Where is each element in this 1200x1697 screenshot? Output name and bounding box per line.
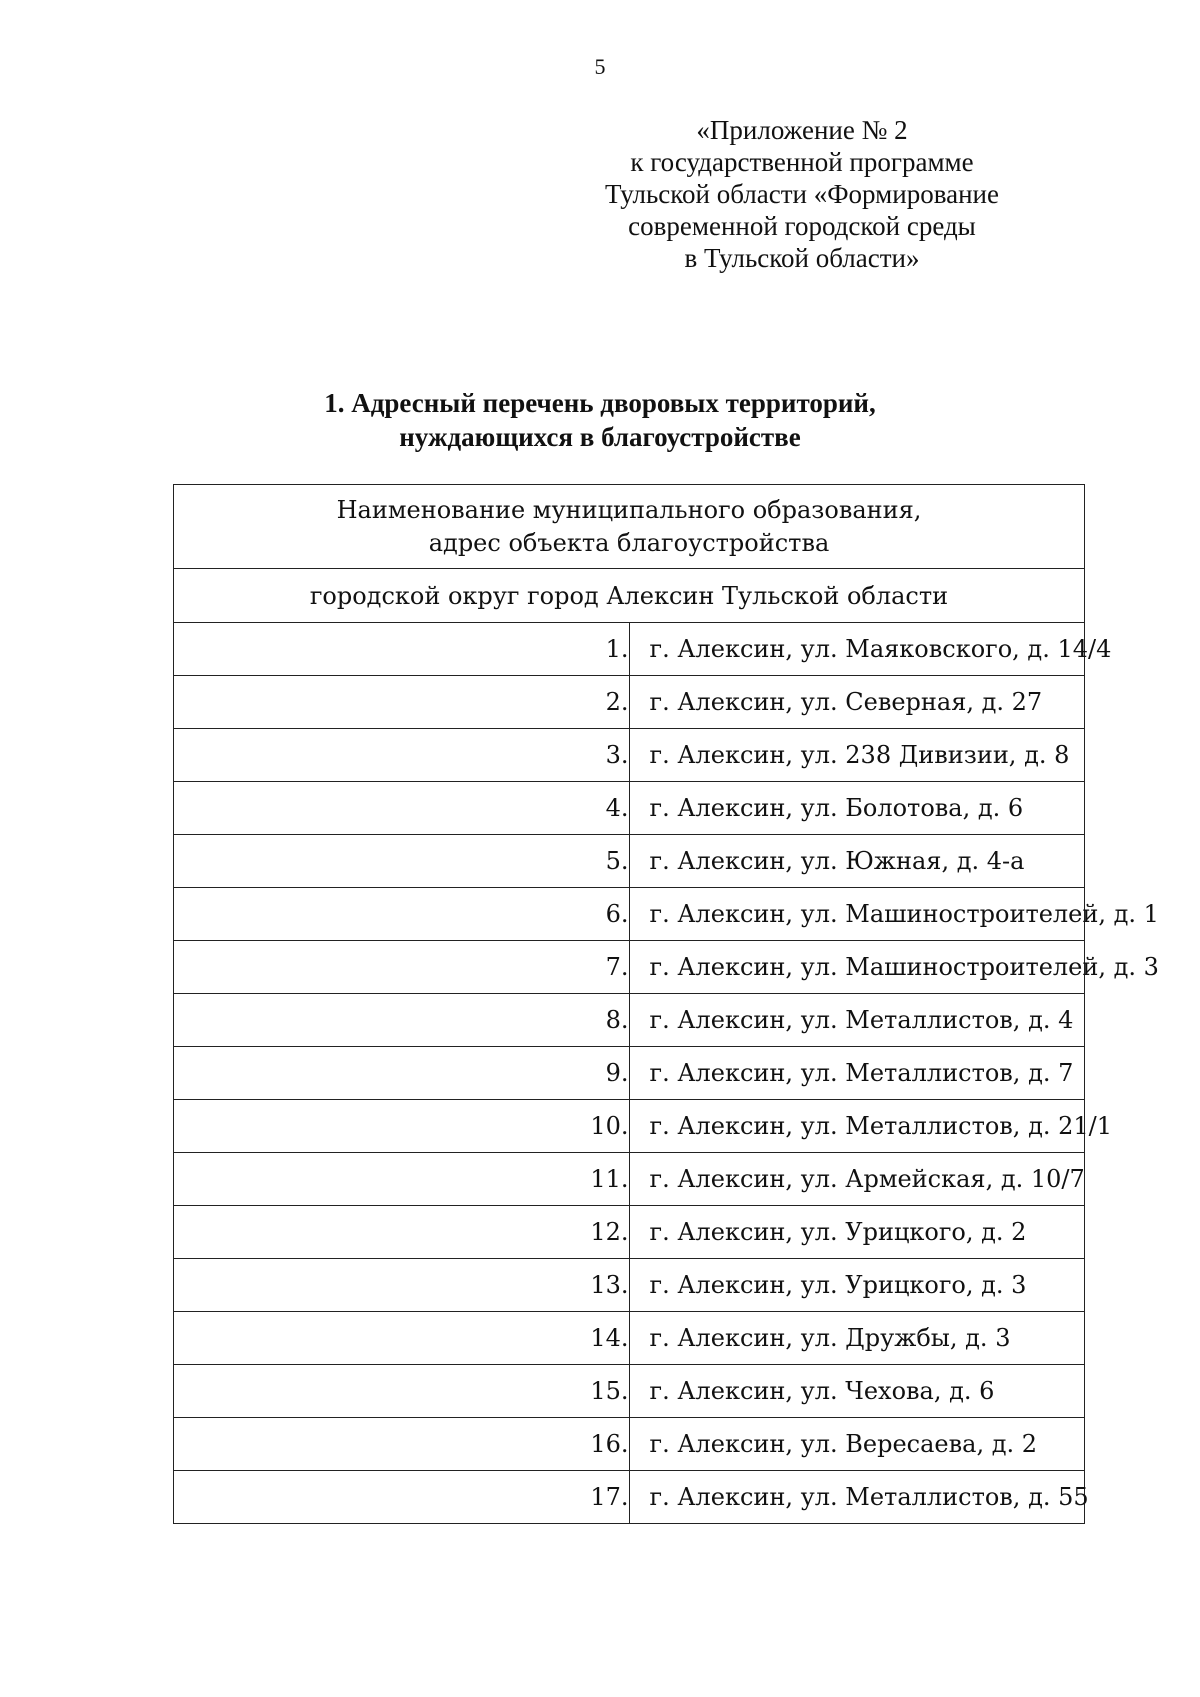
table-row bbox=[174, 994, 1085, 1047]
row-address: г. Алексин, ул. Армейская, д. 10/7 bbox=[629, 1153, 1085, 1206]
row-number: 16. bbox=[590, 1430, 629, 1458]
row-address: г. Алексин, ул. Маяковского, д. 14/4 bbox=[629, 623, 1085, 676]
row-address: г. Алексин, ул. Урицкого, д. 3 bbox=[629, 1259, 1085, 1312]
row-address: г. Алексин, ул. Машиностроителей, д. 1 bbox=[629, 888, 1085, 941]
row-number-cell bbox=[174, 1365, 630, 1418]
row-number: 11. bbox=[590, 1165, 629, 1193]
row-address: г. Алексин, ул. Северная, д. 27 bbox=[629, 676, 1085, 729]
address-table bbox=[173, 484, 1159, 1524]
table-row bbox=[174, 941, 1085, 994]
row-number-cell bbox=[174, 729, 630, 782]
row-number: 9. bbox=[605, 1059, 629, 1087]
row-number: 13. bbox=[590, 1271, 629, 1299]
table-row bbox=[174, 1471, 1085, 1524]
row-number: 12. bbox=[590, 1218, 629, 1246]
row-address: г. Алексин, ул. Дружбы, д. 3 bbox=[629, 1312, 1085, 1365]
row-number: 5. bbox=[605, 847, 629, 875]
appendix-caption bbox=[592, 114, 1012, 274]
row-address: г. Алексин, ул. Металлистов, д. 55 bbox=[629, 1471, 1085, 1524]
appendix-line: в Тульской области» bbox=[684, 243, 920, 273]
row-number-cell bbox=[174, 994, 630, 1047]
row-address: г. Алексин, ул. Металлистов, д. 4 bbox=[629, 994, 1085, 1047]
table-header-line: адрес объекта благоустройства bbox=[428, 528, 830, 557]
table-row bbox=[174, 1418, 1085, 1471]
table-row bbox=[174, 1100, 1085, 1153]
table-header-line: Наименование муниципального образования, bbox=[336, 495, 922, 524]
row-address: г. Алексин, ул. Болотова, д. 6 bbox=[629, 782, 1085, 835]
row-number-cell bbox=[174, 1153, 630, 1206]
row-number-cell bbox=[174, 888, 630, 941]
table-row bbox=[174, 1047, 1085, 1100]
section-title bbox=[0, 386, 1200, 454]
row-number-cell bbox=[174, 1418, 630, 1471]
table-row bbox=[174, 1153, 1085, 1206]
row-number-cell bbox=[174, 1259, 630, 1312]
row-address: г. Алексин, ул. Урицкого, д. 2 bbox=[629, 1206, 1085, 1259]
appendix-line: современной городской среды bbox=[628, 211, 976, 241]
appendix-line: Тульской области «Формирование bbox=[605, 179, 999, 209]
row-number: 17. bbox=[590, 1483, 629, 1511]
table-row bbox=[174, 1365, 1085, 1418]
row-address: г. Алексин, ул. Машиностроителей, д. 3 bbox=[629, 941, 1085, 994]
row-address: г. Алексин, ул. Чехова, д. 6 bbox=[629, 1365, 1085, 1418]
municipality-row bbox=[174, 569, 1085, 623]
table-row bbox=[174, 623, 1085, 676]
row-address: г. Алексин, ул. Южная, д. 4-а bbox=[629, 835, 1085, 888]
row-number: 1. bbox=[605, 635, 629, 663]
row-address: г. Алексин, ул. Вересаева, д. 2 bbox=[629, 1418, 1085, 1471]
row-number-cell bbox=[174, 1206, 630, 1259]
row-number-cell bbox=[174, 1047, 630, 1100]
row-number-cell bbox=[174, 782, 630, 835]
appendix-line: к государственной программе bbox=[630, 147, 974, 177]
section-title-line: нуждающихся в благоустройстве bbox=[399, 422, 801, 452]
row-number: 15. bbox=[590, 1377, 629, 1405]
row-number-cell bbox=[174, 835, 630, 888]
table-header-row bbox=[174, 485, 1085, 569]
row-number-cell bbox=[174, 941, 630, 994]
appendix-line: «Приложение № 2 bbox=[696, 115, 908, 145]
row-number: 3. bbox=[605, 741, 629, 769]
table-row bbox=[174, 782, 1085, 835]
page-number: 5 bbox=[594, 54, 606, 79]
row-address: г. Алексин, ул. Металлистов, д. 7 bbox=[629, 1047, 1085, 1100]
table-row bbox=[174, 1312, 1085, 1365]
row-number: 4. bbox=[605, 794, 629, 822]
row-number-cell bbox=[174, 1100, 630, 1153]
row-number: 8. bbox=[605, 1006, 629, 1034]
table-row bbox=[174, 729, 1085, 782]
row-number-cell bbox=[174, 1471, 630, 1524]
table-row bbox=[174, 1206, 1085, 1259]
row-address: г. Алексин, ул. Металлистов, д. 21/1 bbox=[629, 1100, 1085, 1153]
row-number: 14. bbox=[590, 1324, 629, 1352]
municipality-name: городской округ город Алексин Тульской области bbox=[174, 569, 1085, 623]
row-number-cell bbox=[174, 676, 630, 729]
row-number: 10. bbox=[590, 1112, 629, 1140]
row-number-cell bbox=[174, 1312, 630, 1365]
row-number-cell bbox=[174, 623, 630, 676]
table-row bbox=[174, 1259, 1085, 1312]
row-number: 7. bbox=[605, 953, 629, 981]
table-row bbox=[174, 835, 1085, 888]
row-number: 2. bbox=[605, 688, 629, 716]
table-row bbox=[174, 888, 1085, 941]
table-row bbox=[174, 676, 1085, 729]
table-header-cell bbox=[174, 485, 1085, 569]
row-number: 6. bbox=[605, 900, 629, 928]
section-title-line: 1. Адресный перечень дворовых территорий, bbox=[324, 388, 876, 418]
row-address: г. Алексин, ул. 238 Дивизии, д. 8 bbox=[629, 729, 1085, 782]
